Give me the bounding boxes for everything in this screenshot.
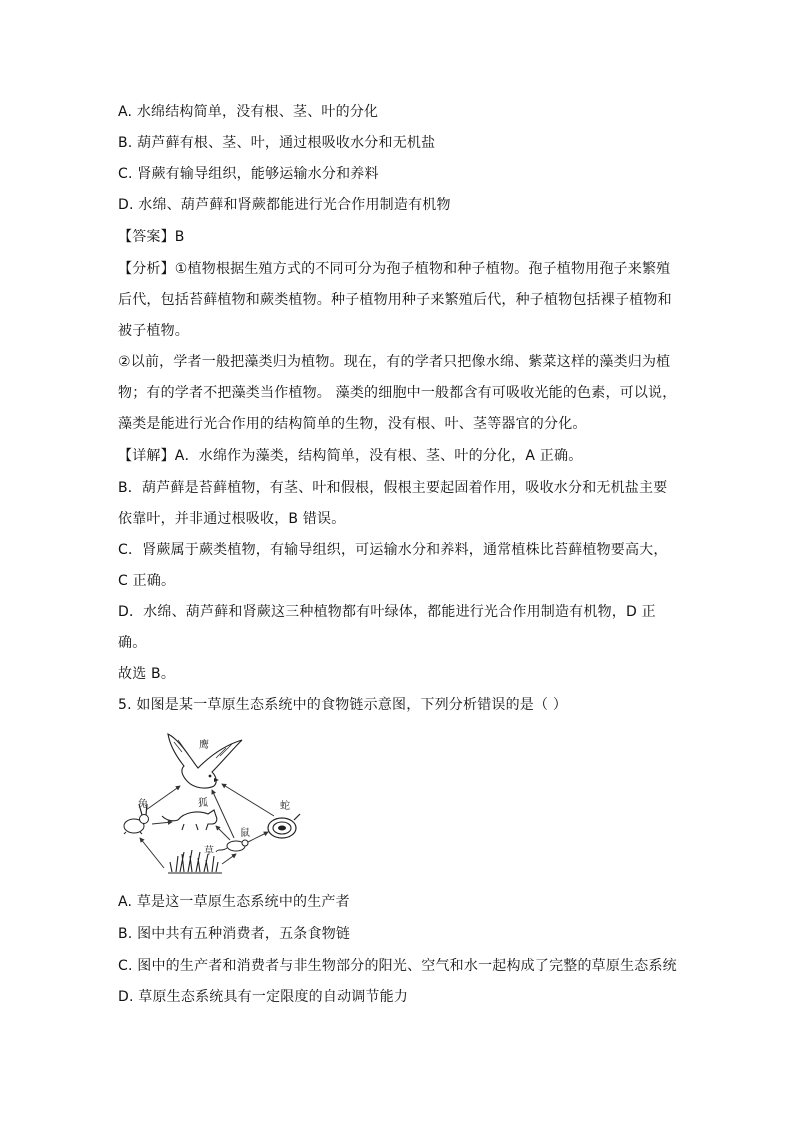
details-line: 【详解】A．水绵作为藻类，结构简单，没有根、茎、叶的分化，A 正确。 bbox=[118, 448, 583, 464]
q5-option-c: C. 图中的生产者和消费者与非生物部分的阳光、空气和水一起构成了完整的草原生态系统 bbox=[118, 958, 677, 974]
rabbit-label: 兔 bbox=[138, 799, 148, 810]
question-5-stem: 5. 如图是某一草原生态系统中的食物链示意图，下列分析错误的是（ ） bbox=[118, 697, 568, 713]
arrow-rabbit-to-eagle bbox=[146, 786, 180, 810]
eagle-label: 鹰 bbox=[199, 740, 209, 751]
analysis-line: 后代，包括苔藓植物和蕨类植物。种子植物用种子来繁殖后代，种子植物包括裸子植物和 bbox=[118, 292, 672, 308]
fox-icon bbox=[162, 810, 217, 830]
q4-option-d: D. 水绵、葫芦藓和肾蕨都能进行光合作用制造有机物 bbox=[118, 197, 451, 213]
fox-label: 狐 bbox=[198, 798, 208, 809]
arrow-mouse-to-snake bbox=[248, 832, 268, 842]
analysis-line: 藻类是能进行光合作用的结构简单的生物，没有根、叶、茎等器官的分化。 bbox=[118, 416, 587, 432]
arrow-grass-to-rabbit bbox=[140, 838, 164, 868]
snake-label: 蛇 bbox=[280, 801, 290, 812]
mouse-label: 鼠 bbox=[240, 828, 250, 839]
answer-line: 【答案】B bbox=[118, 229, 185, 245]
q4-option-a: A. 水绵结构简单，没有根、茎、叶的分化 bbox=[118, 104, 379, 120]
analysis-line: 被子植物。 bbox=[118, 323, 189, 339]
q4-option-b: B. 葫芦藓有根、茎、叶，通过根吸收水分和无机盐 bbox=[118, 135, 436, 151]
snake-icon bbox=[268, 814, 300, 838]
food-chain-diagram bbox=[118, 728, 308, 878]
details-line: B．葫芦藓是苔藓植物，有茎、叶和假根，假根主要起固着作用，吸收水分和无机盐主要 bbox=[118, 480, 668, 496]
details-line: C 正确。 bbox=[118, 573, 176, 589]
q5-option-b: B. 图中共有五种消费者，五条食物链 bbox=[118, 926, 351, 942]
q4-option-c: C. 肾蕨有输导组织，能够运输水分和养料 bbox=[118, 166, 379, 182]
arrow-mouse-to-fox bbox=[216, 826, 230, 840]
arrow-snake-to-eagle bbox=[222, 784, 274, 816]
analysis-line: ②以前，学者一般把藻类归为植物。现在，有的学者只把像水绵、紫菜这样的藻类归为植 bbox=[118, 354, 671, 370]
details-line: 故选 B。 bbox=[118, 666, 176, 682]
analysis-line: 【分析】①植物根据生殖方式的不同可分为孢子植物和种子植物。孢子植物用孢子来繁殖 bbox=[118, 261, 671, 277]
details-line: D．水绵、葫芦藓和肾蕨这三种植物都有叶绿体，都能进行光合作用制造有机物，D 正 bbox=[118, 604, 656, 620]
q5-option-d: D. 草原生态系统具有一定限度的自动调节能力 bbox=[118, 989, 409, 1005]
details-line: 确。 bbox=[118, 635, 147, 651]
arrow-grass-to-mouse bbox=[222, 854, 236, 864]
details-line: C．肾蕨属于蕨类植物，有输导组织，可运输水分和养料，通常植株比苔藓植物要高大， bbox=[118, 542, 668, 558]
arrow-rabbit-to-fox bbox=[152, 822, 172, 824]
details-line: 依靠叶，并非通过根吸收，B 错误。 bbox=[118, 511, 346, 527]
grass-label: 草 bbox=[204, 846, 214, 857]
analysis-line: 物；有的学者不把藻类当作植物。 藻类的细胞中一般都含有可吸收光能的色素，可以说， bbox=[118, 385, 677, 401]
q5-option-a: A. 草是这一草原生态系统中的生产者 bbox=[118, 894, 350, 910]
mouse-icon bbox=[216, 840, 248, 852]
